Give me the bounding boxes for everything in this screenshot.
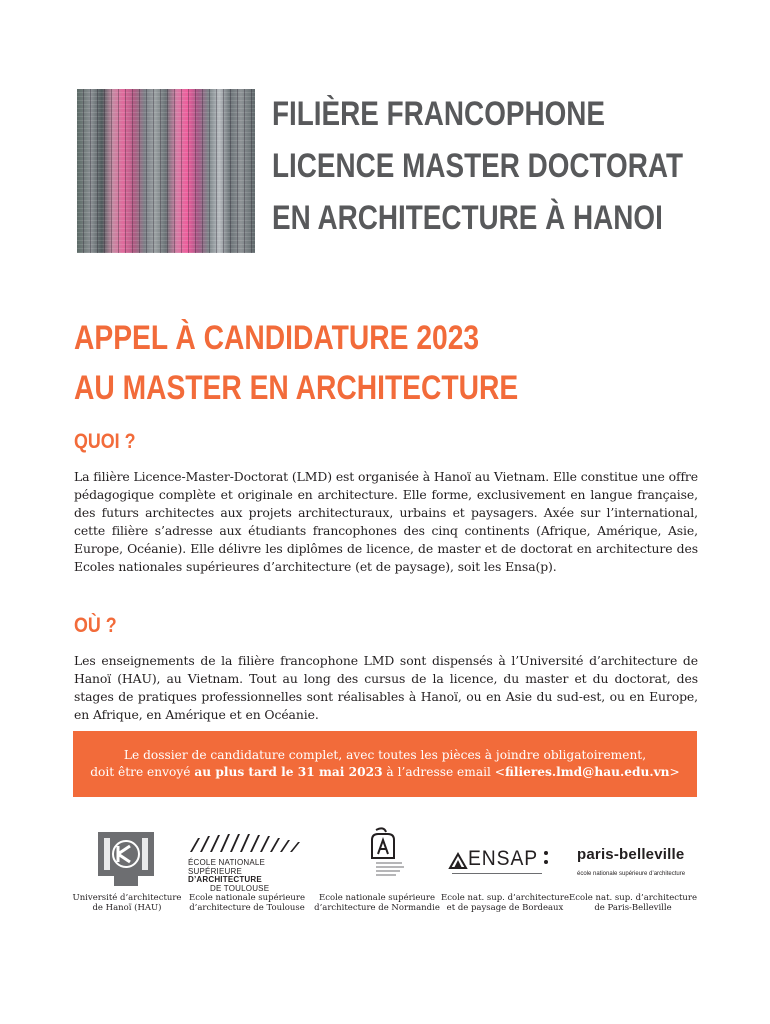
toulouse-logo-text-1: ÉCOLE NATIONALE SUPÉRIEURE [188,858,266,876]
quoi-paragraph: La filière Licence-Master-Doctorat (LMD) est organisée à Hanoï au Vietnam. Elle constitue une offre pédagogique complète et originale en architecture. Elle forme, exclusivement en langue française, des futurs architectes aux projets architecturaux, urbains et paysagers. Axée sur l’international, cette filière s’adresse aux étudiants francophones des cinq continents (Afrique, Amérique, Asie, Europe, Océanie). Elle délivre les diplômes de licence, de master et de doctorat en architecture des Ecoles nationales supérieures d’architecture (et de paysage), soit les Ensa(p). [74,469,698,574]
normandie-caption-line-1: Ecole nationale supérieure [318,893,435,903]
banner-text-start: doit être envoyé [90,765,195,779]
deadline-text: au plus tard le 31 mai 2023 [194,765,383,779]
ensa-normandie-logo [362,826,412,882]
program-title-line-1: FILIÈRE FRANCOPHONE [272,95,606,133]
belleville-caption-line-1: Ecole nat. sup. d’architecture [569,893,697,903]
paris-belleville-subtext: école nationale supérieure d’architecture [577,871,686,877]
quoi-heading: QUOI ? [74,430,136,453]
call-title [74,313,518,413]
paris-belleville-logo [577,847,689,881]
building-facade-photo [77,89,255,253]
banner-line-2 [73,764,697,781]
hau-caption-line-1: Université d’architecture [72,893,182,903]
belleville-caption [568,893,698,913]
email-link[interactable]: filieres.lmd@hau.edu.vn [504,765,670,779]
belleville-caption-line-2: de Paris-Belleville [594,903,672,913]
normandie-caption [312,893,442,913]
hau-caption-line-2: de Hanoï (HAU) [92,903,162,913]
program-title [272,88,683,244]
toulouse-caption-line-2: d’architecture de Toulouse [189,903,305,913]
toulouse-caption-line-1: Ecole nationale supérieure [188,893,305,903]
ou-heading: OÙ ? [74,614,117,637]
ensa-toulouse-logo [188,830,308,893]
ensap-bordeaux-logo [448,848,562,878]
banner-text-mid: à l’adresse email < [382,765,505,779]
toulouse-logo-text-3: DE TOULOUSE [210,883,270,893]
call-title-line-1: APPEL À CANDIDATURE 2023 [74,319,480,357]
toulouse-caption [182,893,312,913]
ensap-logo-text: ENSAP [468,847,539,870]
bordeaux-caption [440,893,570,913]
normandie-caption-line-2: d’architecture de Normandie [314,903,440,913]
paris-belleville-logo-text: paris-belleville [577,846,685,863]
hau-caption [62,893,192,913]
banner-line-1: Le dossier de candidature complet, avec toutes les pièces à joindre obligatoirement, [123,748,647,762]
bordeaux-caption-line-1: Ecole nat. sup. d’architecture [441,893,569,903]
program-title-line-3: EN ARCHITECTURE À HANOI [272,199,663,237]
application-deadline-banner [73,731,697,797]
bordeaux-caption-line-2: et de paysage de Bordeaux [446,903,564,913]
toulouse-logo-text-2: D’ARCHITECTURE [188,875,262,884]
ou-paragraph: Les enseignements de la filière francophone LMD sont dispensés à l’Université d’architecture de Hanoï (HAU), au Vietnam. Tout au long des cursus de la licence, du master et du doctorat, des stages de pratiques professionnelles sont réalisables à Hanoï, ou en Asie du sud-est, ou en Europe, en Afrique, en Amérique et en Océanie. [74,653,698,722]
call-title-line-2: AU MASTER EN ARCHITECTURE [74,369,519,407]
hau-logo [98,832,154,886]
banner-text-end: > [669,765,680,779]
program-title-line-2: LICENCE MASTER DOCTORAT [272,147,683,185]
